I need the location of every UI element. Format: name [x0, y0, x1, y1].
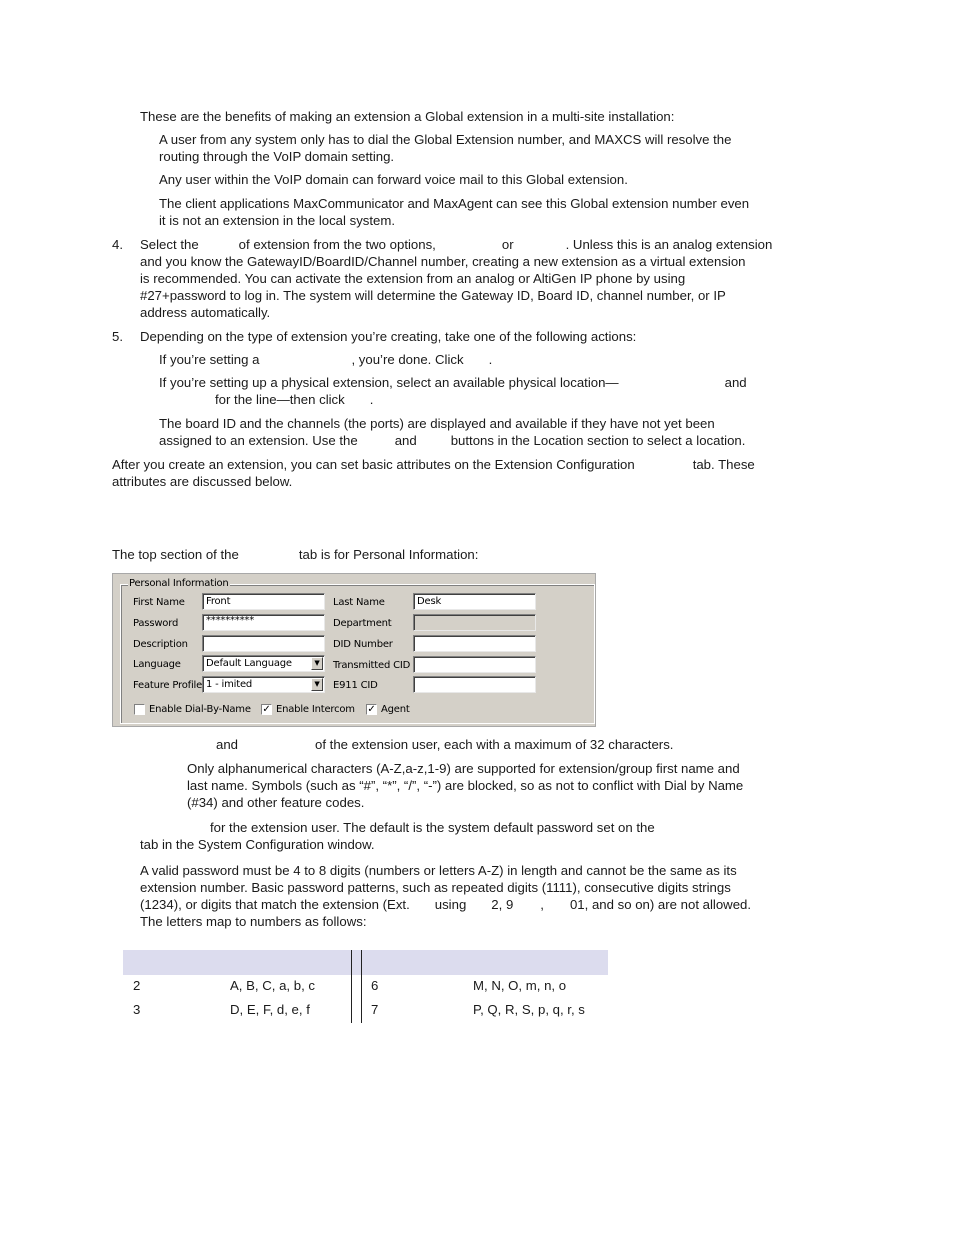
- bullet-fragment: If you’re setting a: [159, 352, 260, 367]
- language-value: Default Language: [206, 658, 292, 669]
- table-cell: 6: [371, 978, 379, 993]
- step4-line: is recommended. You can activate the extension from an analog or AltiGen IP phone by using: [140, 271, 686, 286]
- after-fragment: tab. These: [692, 457, 755, 472]
- step5-text: Depending on the type of extension you’re creating, take one of the following actions:: [140, 329, 637, 344]
- rule-fragment: using: [434, 897, 467, 912]
- step4-line: [140, 236, 772, 253]
- description-field[interactable]: [202, 635, 325, 652]
- intro-text: These are the benefits of making an extension a Global extension in a multi-site installation:: [140, 109, 675, 124]
- bullet-fragment: and: [394, 433, 417, 448]
- step5-bullet: [215, 391, 373, 408]
- language-label: Language: [133, 659, 181, 670]
- feature-profile-label: Feature Profile: [133, 680, 203, 691]
- description-label: Description: [133, 639, 188, 650]
- language-select[interactable]: [202, 655, 325, 672]
- bullet-fragment: , you’re done. Click: [351, 352, 464, 367]
- step4-fragment: . Unless this is an analog extension: [565, 237, 773, 252]
- after-text: [112, 456, 755, 473]
- transmitted-cid-field[interactable]: [413, 656, 536, 673]
- password-field[interactable]: **********: [202, 614, 325, 631]
- names-line: [216, 736, 673, 753]
- did-number-label: DID Number: [333, 639, 393, 650]
- e911-cid-label: E911 CID: [333, 680, 378, 691]
- rule-fragment: (1234), or digits that match the extension (Ext.: [140, 897, 410, 912]
- top-section-text: [112, 546, 478, 563]
- table-cell: D, E, F, d, e, f: [230, 1002, 310, 1017]
- last-name-field[interactable]: Desk: [413, 593, 536, 610]
- first-name-field[interactable]: Front: [202, 593, 325, 610]
- step4-line: #27+password to log in. The system will determine the Gateway ID, Board ID, channel number, or IP: [140, 288, 726, 303]
- table-divider: [351, 950, 352, 1023]
- step4-fragment: of extension from the two options,: [238, 237, 436, 252]
- transmitted-cid-label: Transmitted CID: [333, 660, 411, 671]
- benefit-text: it is not an extension in the local system.: [159, 213, 396, 228]
- step-number: 4.: [112, 237, 123, 252]
- did-number-field[interactable]: [413, 635, 536, 652]
- bullet-fragment: assigned to an extension. Use the: [159, 433, 358, 448]
- table-cell: 2: [133, 978, 141, 993]
- top-fragment: tab is for Personal Information:: [298, 547, 479, 562]
- password-rule: A valid password must be 4 to 8 digits (numbers or letters A-Z) in length and cannot be the same as its: [140, 863, 737, 878]
- benefit-text: routing through the VoIP domain setting.: [159, 149, 395, 164]
- bullet-fragment: for the line—then click: [215, 392, 345, 407]
- e911-cid-field[interactable]: [413, 676, 536, 693]
- last-name-label: Last Name: [333, 597, 385, 608]
- step4-line: address automatically.: [140, 305, 271, 320]
- password-label: Password: [133, 618, 179, 629]
- bullet-fragment: buttons in the Location section to select a location.: [450, 433, 746, 448]
- table-cell: 3: [133, 1002, 141, 1017]
- names-note: Only alphanumerical characters (A-Z,a-z,1-9) are supported for extension/group first name and: [187, 761, 740, 776]
- password-rule: The letters map to numbers as follows:: [140, 914, 367, 929]
- personal-information-panel: [112, 573, 596, 727]
- table-cell: P, Q, R, S, p, q, r, s: [473, 1002, 585, 1017]
- benefit-text: Any user within the VoIP domain can forward voice mail to this Global extension.: [159, 172, 628, 187]
- after-fragment: After you create an extension, you can set basic attributes on the Extension Configuration: [112, 457, 635, 472]
- password-line: for the extension user. The default is the system default password set on the: [210, 820, 655, 835]
- password-line: tab in the System Configuration window.: [140, 837, 375, 852]
- names-note: last name. Symbols (such as “#”, “*”, “/”, “-”) are blocked, so as not to conflict with Dial by Name: [187, 778, 744, 793]
- feature-profile-select[interactable]: [202, 676, 325, 693]
- department-field: [413, 614, 536, 631]
- department-label: Department: [333, 618, 392, 629]
- group-title: Personal Information: [129, 578, 229, 589]
- names-fragment: and: [216, 737, 239, 752]
- table-cell: M, N, O, m, n, o: [473, 978, 567, 993]
- table-cell: 7: [371, 1002, 379, 1017]
- step4-line: and you know the GatewayID/BoardID/Channel number, creating a new extension as a virtual extension: [140, 254, 746, 269]
- chevron-down-icon[interactable]: ▼: [311, 657, 323, 670]
- enable-intercom-checkbox[interactable]: ✓: [262, 704, 271, 715]
- rule-fragment: ,: [540, 897, 544, 912]
- rule-fragment: 2, 9: [491, 897, 514, 912]
- step4-fragment: or: [501, 237, 514, 252]
- step4-fragment: Select the: [140, 237, 199, 252]
- agent-checkbox[interactable]: ✓: [367, 704, 376, 715]
- bullet-fragment: and: [724, 375, 747, 390]
- chevron-down-icon[interactable]: ▼: [311, 678, 323, 691]
- names-fragment: of the extension user, each with a maximum of 32 characters.: [315, 737, 674, 752]
- step5-bullet: [159, 374, 747, 391]
- enable-dial-by-name-checkbox[interactable]: [134, 704, 145, 715]
- step5-bullet: [159, 351, 492, 368]
- enable-dial-by-name-label: Enable Dial-By-Name: [149, 704, 251, 715]
- bullet-fragment: .: [488, 352, 493, 367]
- first-name-label: First Name: [133, 597, 185, 608]
- benefit-text: The client applications MaxCommunicator and MaxAgent can see this Global extension number even: [159, 196, 750, 211]
- step5-bullet: The board ID and the channels (the ports) are displayed and available if they have not yet been: [159, 416, 715, 431]
- names-note: (#34) and other feature codes.: [187, 795, 365, 810]
- table-divider: [361, 950, 362, 1023]
- rule-fragment: 01, and so on) are not allowed.: [569, 897, 752, 912]
- step5-bullet: [159, 432, 745, 449]
- table-header: [123, 950, 608, 975]
- bullet-fragment: .: [369, 392, 374, 407]
- agent-label: Agent: [381, 704, 410, 715]
- benefit-text: A user from any system only has to dial the Global Extension number, and MAXCS will resolve the: [159, 132, 732, 147]
- feature-profile-value: 1 - imited: [206, 679, 253, 690]
- top-fragment: The top section of the: [112, 547, 239, 562]
- password-rule: [140, 896, 751, 913]
- enable-intercom-label: Enable Intercom: [276, 704, 355, 715]
- password-rule: extension number. Basic password patterns, such as repeated digits (1111), consecutive digits strings: [140, 880, 731, 895]
- after-text: attributes are discussed below.: [112, 474, 293, 489]
- table-cell: A, B, C, a, b, c: [230, 978, 316, 993]
- bullet-fragment: If you’re setting up a physical extension, select an available physical location—: [159, 375, 619, 390]
- step-number: 5.: [112, 329, 123, 344]
